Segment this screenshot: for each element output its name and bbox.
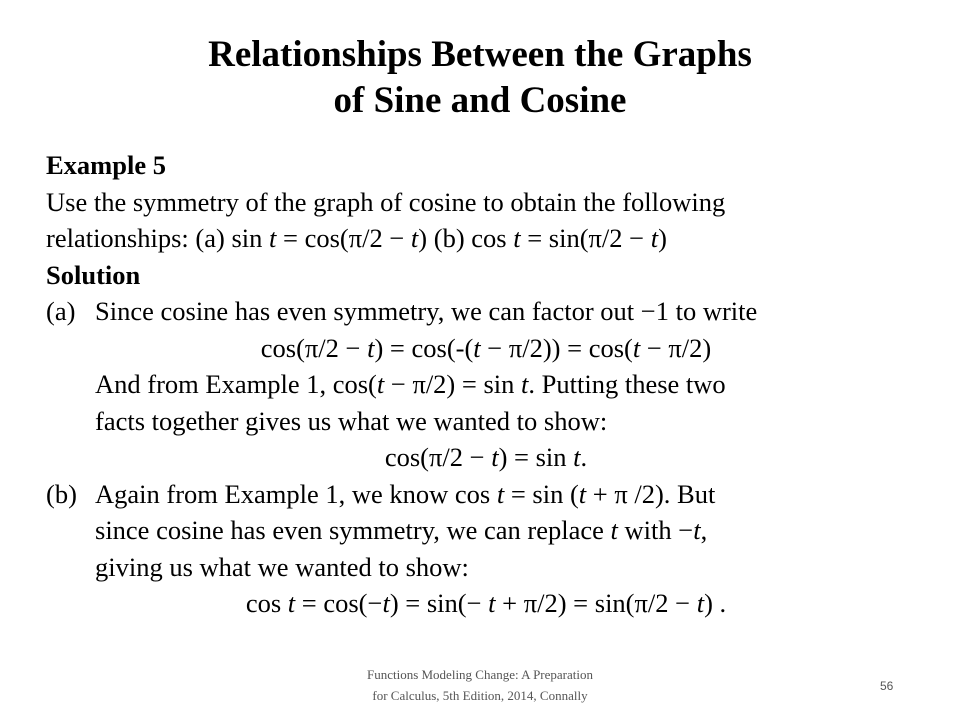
part-b-line-2 — [46, 512, 926, 549]
part-a-equation-2 — [46, 439, 926, 476]
variable-t: t — [488, 588, 496, 618]
example-heading: Example 5 — [46, 150, 166, 180]
variable-t: t — [650, 223, 659, 253]
part-b-line-1 — [46, 476, 926, 513]
part-a-line-2 — [46, 366, 926, 403]
variable-t: t — [521, 369, 529, 399]
variable-t: t — [367, 332, 375, 363]
text-segment: ) . — [704, 588, 727, 618]
variable-t: t — [382, 588, 390, 618]
text-segment: − π/2)) = cos( — [480, 332, 633, 363]
title-line-2: of Sine and Cosine — [333, 80, 627, 121]
text-segment: since cosine has even symmetry, we can replace — [95, 515, 611, 545]
slide-title — [0, 32, 960, 124]
variable-t: t — [491, 442, 499, 472]
example-intro-line-2 — [46, 220, 926, 257]
text-segment: cos(π/2 − — [260, 332, 368, 363]
variable-t: t — [269, 223, 277, 253]
text-segment: ) = sin(− — [389, 588, 489, 618]
text-segment: ) = sin — [498, 442, 574, 472]
title-line-1: Relationships Between the Graphs — [208, 34, 752, 75]
part-a-equation-1 — [46, 330, 926, 367]
variable-t: t — [693, 515, 701, 545]
text-segment: = sin ( — [504, 478, 579, 509]
text-segment: cos — [245, 588, 288, 618]
text-segment: ) — [658, 223, 667, 253]
part-b-label: (b) — [46, 478, 77, 509]
text-segment: + π/2) = sin(π/2 − — [495, 588, 697, 618]
text-segment: + π /2). But — [586, 478, 716, 509]
variable-t: t — [410, 223, 419, 253]
text-segment: − π/2) — [640, 332, 712, 363]
part-b-equation — [46, 585, 926, 622]
footer-source-line-1: Functions Modeling Change: A Preparation — [366, 667, 594, 682]
text-segment: Since cosine has even symmetry, we can factor out −1 to write — [95, 296, 758, 326]
solution-heading: Solution — [46, 259, 141, 290]
text-segment: . — [580, 442, 588, 472]
text-segment: cos(π/2 − — [384, 442, 492, 472]
part-a-line-1 — [46, 293, 926, 330]
slide-body — [46, 147, 926, 622]
example-intro-line-1: Use the symmetry of the graph of cosine to obtain the following — [46, 186, 726, 217]
part-a-label: (a) — [46, 296, 76, 326]
variable-t: t — [610, 515, 618, 545]
page-number: 56 — [880, 679, 894, 693]
text-segment: And from Example 1, cos( — [95, 369, 377, 399]
text-segment: Again from Example 1, we know cos — [95, 478, 497, 509]
text-segment: ) (b) cos — [418, 223, 514, 253]
variable-t: t — [632, 332, 641, 363]
text-segment: with − — [617, 515, 694, 545]
text-segment: − π/2) = sin — [384, 369, 522, 399]
variable-t: t — [573, 442, 581, 472]
text-segment: = sin(π/2 − — [520, 223, 651, 253]
variable-t: t — [376, 369, 385, 399]
text-segment: ) = cos(-( — [374, 332, 474, 363]
variable-t: t — [578, 478, 587, 509]
text-segment: = cos(− — [295, 588, 383, 618]
variable-t: t — [513, 223, 521, 253]
variable-t: t — [496, 478, 505, 509]
variable-t: t — [696, 588, 705, 618]
text-segment: relationships: (a) sin — [46, 223, 269, 253]
part-a-line-3: facts together gives us what we wanted to show: — [95, 405, 608, 436]
part-b-line-3: giving us what we wanted to show: — [95, 551, 469, 582]
footer-source-line-2: for Calculus, 5th Edition, 2014, Connally — [372, 688, 588, 703]
variable-t: t — [287, 588, 296, 618]
variable-t: t — [473, 332, 481, 363]
text-segment: . Putting these two — [528, 369, 726, 399]
text-segment: = cos(π/2 − — [276, 223, 411, 253]
footer-source — [318, 664, 642, 706]
text-segment: , — [700, 515, 708, 545]
